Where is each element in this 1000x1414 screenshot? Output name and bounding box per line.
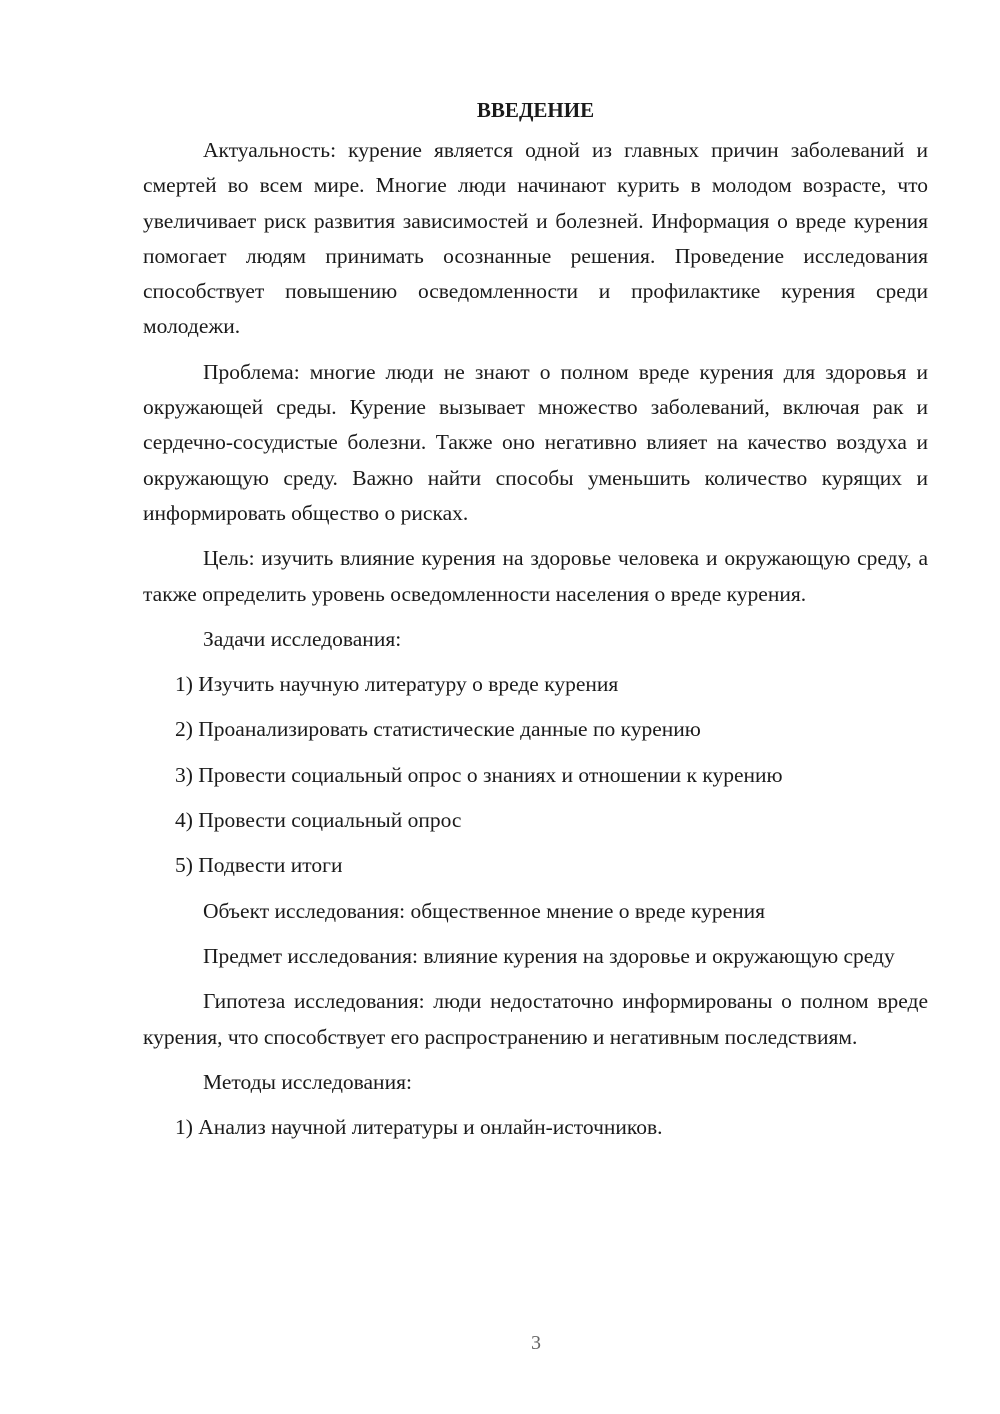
goal-paragraph: Цель: изучить влияние курения на здоровье человека и окружающую среду, а также определить уровень осведомленности населения о вреде курения. — [143, 546, 928, 606]
list-item: 3) Провести социальный опрос о знаниях и отношении к курению — [175, 762, 783, 787]
relevance-paragraph: Актуальность: курение является одной из главных причин заболеваний и смертей во всем мире. Многие люди начинают курить в молодом возрасте, что увеличивает риск развития зависимостей и болезней. Информация о вреде курения помогает людям принимать осознанные решения. Проведение исследования способствует повышению осведомленности и профилактике курения среди молодежи. — [143, 138, 928, 339]
subject-paragraph: Предмет исследования: влияние курения на здоровье и окружающую среду — [203, 943, 895, 968]
problem-paragraph: Проблема: многие люди не знают о полном вреде курения для здоровья и окружающей среды. Курение вызывает множество заболеваний, включая рак и сердечно-сосудистые болезни. Также оно негативно влияет на качество воздуха и окружающую среду. Важно найти способы уменьшить количество курящих и информировать общество о рисках. — [143, 359, 928, 525]
methods-heading: Методы исследования: — [203, 1069, 412, 1094]
list-item: 1) Анализ научной литературы и онлайн-источников. — [175, 1115, 663, 1140]
document-page — [143, 92, 928, 1155]
list-item: 5) Подвести итоги — [175, 853, 343, 878]
list-item: 2) Проанализировать статистические данные по курению — [175, 717, 701, 742]
object-paragraph: Объект исследования: общественное мнение о вреде курения — [203, 898, 766, 923]
tasks-heading: Задачи исследования: — [203, 626, 402, 651]
hypothesis-paragraph: Гипотеза исследования: люди недостаточно информированы о полном вреде курения, что способствует его распространению и негативным последствиям. — [143, 989, 928, 1049]
section-title: ВВЕДЕНИЕ — [476, 98, 595, 122]
methods-list — [143, 1110, 928, 1145]
list-item: 1) Изучить научную литературу о вреде курения — [175, 672, 619, 697]
page-number: 3 — [531, 1332, 541, 1354]
tasks-list — [143, 667, 928, 883]
list-item: 4) Провести социальный опрос — [175, 808, 462, 833]
